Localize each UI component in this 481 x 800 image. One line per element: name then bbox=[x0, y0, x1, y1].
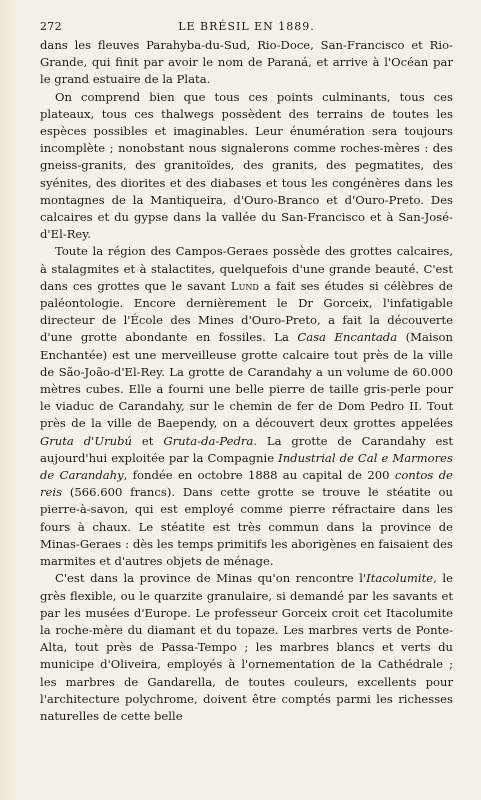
running-title: LE BRÉSIL EN 1889. bbox=[178, 20, 315, 33]
running-header bbox=[40, 20, 453, 33]
paragraph-text: a fait ses études si célèbres de paléontologie. Encore dernièrement le Dr Gorceix, l'infatigable directeur de l'École des Mines d'Ouro-Preto, a fait la découverte d'une grotte abondante en fossiles. La bbox=[40, 278, 453, 345]
paragraph bbox=[40, 89, 453, 244]
emphasis-text: Lund bbox=[230, 278, 259, 293]
emphasis-text: Casa Encantada bbox=[297, 330, 398, 345]
paragraph-text: Toute la région des Campos-Geraes possède des grottes calcaires, à stalagmites et à stalactites, quelquefois d'une grande beauté. C'est dans ces grottes que le savant bbox=[40, 244, 453, 293]
paragraph-text: (Maison Enchantée) est une merveilleuse grotte calcaire tout près de la ville de São-João-d'El-Rey. La grotte de Carandahy a un volume de 60.000 mètres cubes. Elle a fourni une belle pierre de taille gris-perle pour le viaduc de Carandahy, sur le chemin de fer de Dom Pedro II. Tout près de la ville de Baependy, on a découvert deux grottes appelées bbox=[40, 330, 453, 431]
paragraph-text: . La grotte de Carandahy est aujourd'hui exploitée par la Compagnie bbox=[40, 433, 453, 465]
page-number: 272 bbox=[40, 20, 62, 33]
paragraph-text: (566.600 francs). Dans cette grotte se trouve le stéatite ou pierre-à-savon, qui est employé comme pierre réfractaire dans les fours à chaux. Le stéatite est très commun dans la province de Minas-Geraes : dès les temps primitifs les aborigènes en faisaient des marmites et d'autres objets de ménage. bbox=[40, 485, 453, 569]
emphasis-text: Itacolumite bbox=[366, 571, 434, 586]
paragraph bbox=[40, 37, 453, 89]
emphasis-text: Gruta-da-Pedra bbox=[163, 433, 254, 448]
paragraph-text: dans les fleuves Parahyba-du-Sud, Rio-Doce, San-Francisco et Rio-Grande, qui finit par avoir le nom de Paraná, et arrive à l'Océan par le grand estuaire de la Plata. bbox=[40, 38, 453, 87]
paragraph-text: , le grès flexible, ou le quarzite granulaire, si demandé par les savants et par les musées d'Europe. Le professeur Gorceix croit cet Itacolumite la roche-mère du diamant et du topaze. Les marbres verts de Ponte-Alta, tout près de Passa-Tempo ; les marbres blancs et verts du municipe d'Oliveira, employés à l'ornementation de la Cathédrale ; les marbres de Gandarella, de toutes couleurs, excellents pour l'architecture polychrome, doivent être comptés parmi les richesses naturelles de cette belle bbox=[40, 571, 453, 723]
paragraph bbox=[40, 570, 453, 725]
paragraph-text: On comprend bien que tous ces points culminants, tous ces plateaux, tous ces thalwegs possèdent des terrains de toutes les espèces possibles et imaginables. Leur énumération sera toujours incomplète ; nonobstant nous signalerons comme roches-mères : des gneiss-granits, des granitoïdes, des granits, des pegmatites, des syénites, des diorites et des diabases et tous les congénères dans les montagnes de la Mantiqueira, d'Ouro-Branco et d'Ouro-Preto. Des calcaires et du gypse dans la vallée du San-Francisco et à San-José-d'El-Rey. bbox=[40, 89, 453, 242]
emphasis-text: Industrial de Cal e Marmores de Carandahy bbox=[40, 450, 453, 483]
emphasis-text: contos de reis bbox=[40, 468, 453, 500]
paragraph-text: C'est dans la province de Minas qu'on rencontre l' bbox=[55, 571, 367, 586]
paragraph-text: , fondée en octobre 1888 au capital de 200 bbox=[123, 468, 395, 483]
paragraph-text: et bbox=[132, 433, 164, 448]
paragraph bbox=[40, 243, 453, 570]
body-text bbox=[40, 37, 453, 725]
emphasis-text: Gruta d'Urubú bbox=[40, 433, 133, 448]
